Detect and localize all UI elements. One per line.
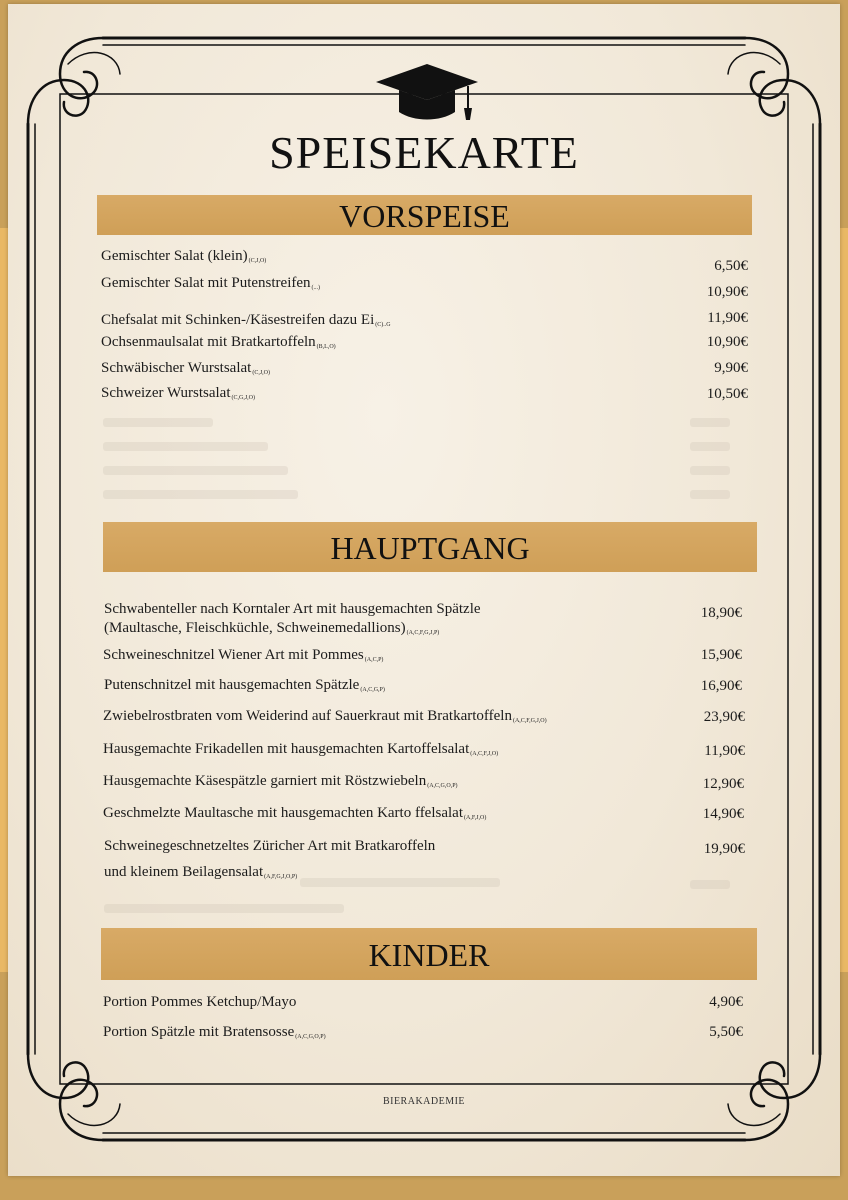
faded-text xyxy=(103,442,268,451)
menu-item-price: 9,90€ xyxy=(714,360,748,376)
faded-text xyxy=(690,418,730,427)
graduation-cap-icon xyxy=(374,62,480,122)
menu-item-price: 11,90€ xyxy=(704,743,745,759)
menu-item-price: 6,50€ xyxy=(714,258,748,274)
section-heading-vorspeise: VORSPEISE xyxy=(97,195,752,235)
menu-item: Gemischter Salat (klein)(C,J,O) xyxy=(101,248,267,264)
faded-text xyxy=(103,466,288,475)
menu-item: Hausgemachte Frikadellen mit hausgemachten Kartoffelsalat(A,C,F,J,O) xyxy=(103,741,499,757)
menu-item-price: 10,50€ xyxy=(706,386,748,402)
menu-item-detail: und kleinem Beilagensalat(A,F,G,J,O,P) xyxy=(104,864,298,880)
faded-text xyxy=(104,904,344,913)
menu-item: Putenschnitzel mit hausgemachten Spätzle(A,C,G,P) xyxy=(104,677,385,693)
faded-text xyxy=(103,418,213,427)
page-title: SPEISEKARTE xyxy=(269,127,579,178)
menu-item: Chefsalat mit Schinken-/Käsestreifen dazu Ei(C)..G xyxy=(101,312,391,328)
menu-item: Hausgemachte Käsespätzle garniert mit Röstzwiebeln(A,C,G,O,P) xyxy=(103,773,458,789)
menu-item: Zwiebelrostbraten vom Weiderind auf Sauerkraut mit Bratkartoffeln(A,C,F,G,J,O) xyxy=(103,708,547,724)
section-heading-hauptgang: HAUPTGANG xyxy=(103,522,757,572)
faded-text xyxy=(690,466,730,475)
menu-item-price: 16,90€ xyxy=(700,678,742,694)
faded-text xyxy=(103,490,298,499)
menu-item-price: 14,90€ xyxy=(702,806,744,822)
menu-item: Portion Pommes Ketchup/Mayo xyxy=(103,994,297,1010)
faded-text xyxy=(690,880,730,889)
menu-item-price: 4,90€ xyxy=(709,994,743,1010)
faded-text xyxy=(690,490,730,499)
faded-text xyxy=(690,442,730,451)
menu-item-price: 19,90€ xyxy=(703,841,745,857)
menu-item: Schweizer Wurstsalat(C,G,J,O) xyxy=(101,385,255,401)
menu-item-price: 10,90€ xyxy=(706,334,748,350)
menu-item-price: 5,50€ xyxy=(709,1024,743,1040)
menu-item-price: 10,90€ xyxy=(706,284,748,300)
menu-item-price: 11,90€ xyxy=(707,310,748,326)
faded-text xyxy=(300,878,500,887)
section-heading-kinder: KINDER xyxy=(101,928,757,980)
menu-item: Schweineschnitzel Wiener Art mit Pommes(A,C,P) xyxy=(103,647,384,663)
menu-item: Schwäbischer Wurstsalat(C,J,O) xyxy=(101,360,271,376)
menu-item: Schweinegeschnetzeltes Züricher Art mit Bratkaroffeln xyxy=(104,838,436,854)
menu-item: Gemischter Salat mit Putenstreifen(...) xyxy=(101,275,321,291)
menu-item-price: 23,90€ xyxy=(703,709,745,725)
menu-item: Schwabenteller nach Korntaler Art mit hausgemachten Spätzle xyxy=(104,601,481,617)
menu-item-price: 12,90€ xyxy=(702,776,744,792)
menu-item: Portion Spätzle mit Bratensosse(A,C,G,O,P) xyxy=(103,1024,326,1040)
menu-item-detail: (Maultasche, Fleischküchle, Schweinemedallions)(A,C,F,G,J,P) xyxy=(104,620,440,636)
footer-brand: BIERAKADEMIE xyxy=(382,1096,466,1107)
menu-item-price: 18,90€ xyxy=(700,605,742,621)
menu-item: Ochsenmaulsalat mit Bratkartoffeln(B,L,O) xyxy=(101,334,336,350)
menu-item: Geschmelzte Maultasche mit hausgemachten Karto ffelsalat(A,F,J,O) xyxy=(103,805,487,821)
menu-item-price: 15,90€ xyxy=(700,647,742,663)
